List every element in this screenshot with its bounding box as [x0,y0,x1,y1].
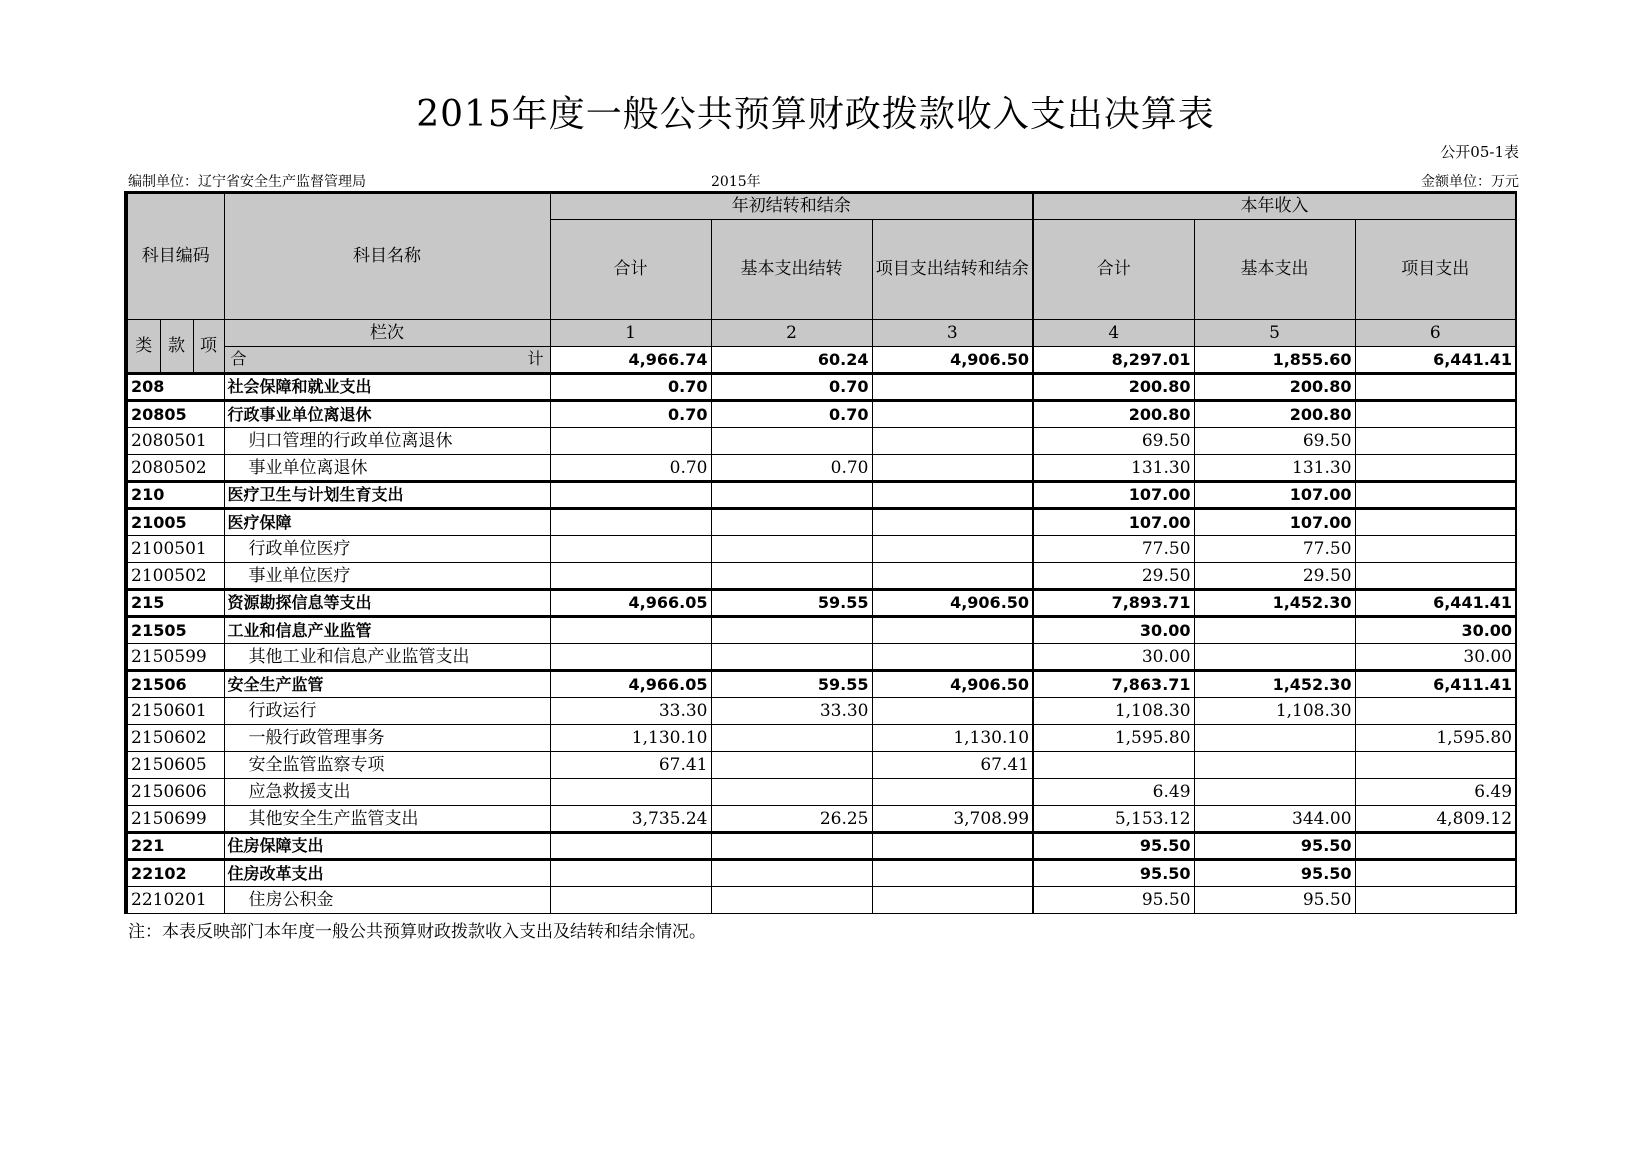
amount-cell: 95.50 [1033,860,1194,887]
table-row [126,590,1516,617]
header-col-total-b: 合计 [1033,220,1194,320]
amount-cell: 95.50 [1194,833,1355,860]
subject-code-cell: 2150699 [126,806,224,833]
amount-cell: 200.80 [1033,374,1194,401]
table-row [126,833,1516,860]
header-xiang: 项 [193,320,224,374]
amount-cell [550,536,711,563]
amount-cell [872,509,1033,536]
amount-cell: 5,153.12 [1033,806,1194,833]
subject-code-cell: 22102 [126,860,224,887]
amount-cell [872,698,1033,725]
amount-cell [1355,833,1516,860]
amount-cell [872,617,1033,644]
subject-code-cell: 2150605 [126,752,224,779]
amount-cell [550,509,711,536]
amount-cell: 4,966.05 [550,671,711,698]
amount-cell: 67.41 [550,752,711,779]
amount-cell: 30.00 [1355,617,1516,644]
amount-cell [872,482,1033,509]
amount-cell [711,536,872,563]
table-row [126,698,1516,725]
total-value: 6,441.41 [1355,347,1516,374]
amount-cell: 3,735.24 [550,806,711,833]
amount-cell: 107.00 [1033,509,1194,536]
amount-cell: 0.70 [711,455,872,482]
table-row [126,536,1516,563]
amount-cell [1194,725,1355,752]
amount-cell: 0.70 [550,455,711,482]
amount-cell: 1,108.30 [1033,698,1194,725]
amount-cell: 107.00 [1194,509,1355,536]
amount-cell: 1,452.30 [1194,671,1355,698]
table-row [126,725,1516,752]
subject-code-cell: 20805 [126,401,224,428]
amount-cell [1355,374,1516,401]
amount-cell [872,644,1033,671]
subject-name-cell: 工业和信息产业监管 [224,617,550,644]
subject-name-cell: 应急救援支出 [224,779,550,806]
table-row [126,401,1516,428]
amount-cell: 6,441.41 [1355,590,1516,617]
subject-name-cell: 社会保障和就业支出 [224,374,550,401]
total-label-right: 计 [527,349,544,368]
amount-cell: 131.30 [1194,455,1355,482]
amount-cell [1355,482,1516,509]
table-row [126,428,1516,455]
amount-cell [1033,752,1194,779]
amount-cell: 4,906.50 [872,671,1033,698]
header-group-income: 本年收入 [1033,193,1516,220]
amount-cell [711,563,872,590]
header-lanci: 栏次 [224,320,550,347]
amount-cell: 7,863.71 [1033,671,1194,698]
amount-cell [872,860,1033,887]
amount-cell: 7,893.71 [1033,590,1194,617]
amount-cell: 69.50 [1033,428,1194,455]
amount-cell: 1,130.10 [872,725,1033,752]
amount-cell: 77.50 [1033,536,1194,563]
amount-cell [1355,752,1516,779]
amount-cell [1355,428,1516,455]
amount-cell [550,779,711,806]
header-group-carryover: 年初结转和结余 [550,193,1033,220]
amount-cell [872,779,1033,806]
amount-cell: 59.55 [711,671,872,698]
amount-cell [1355,860,1516,887]
amount-cell [1355,887,1516,914]
amount-cell [1355,698,1516,725]
amount-cell [872,563,1033,590]
amount-cell [711,860,872,887]
amount-cell: 33.30 [550,698,711,725]
subject-code-cell: 215 [126,590,224,617]
amount-cell: 95.50 [1194,887,1355,914]
header-idx-1: 1 [550,320,711,347]
amount-cell: 0.70 [550,401,711,428]
subject-code-cell: 2100501 [126,536,224,563]
amount-cell [872,887,1033,914]
amount-cell [872,536,1033,563]
header-col-basic-carry: 基本支出结转 [711,220,872,320]
subject-code-cell: 2150602 [126,725,224,752]
subject-code-cell: 2150601 [126,698,224,725]
table-row [126,617,1516,644]
subject-name-cell: 住房公积金 [224,887,550,914]
amount-cell [1355,401,1516,428]
subject-code-cell: 210 [126,482,224,509]
subject-name-cell: 行政单位医疗 [224,536,550,563]
amount-unit: 金额单位：万元 [1421,174,1519,190]
budget-table [124,191,1517,914]
amount-cell: 26.25 [711,806,872,833]
header-col-total-a: 合计 [550,220,711,320]
amount-cell [711,833,872,860]
amount-cell [711,725,872,752]
amount-cell [1194,644,1355,671]
amount-cell: 1,130.10 [550,725,711,752]
amount-cell [550,563,711,590]
total-value: 60.24 [711,347,872,374]
amount-cell [711,617,872,644]
amount-cell [872,428,1033,455]
header-idx-6: 6 [1355,320,1516,347]
amount-cell: 77.50 [1194,536,1355,563]
amount-cell: 107.00 [1033,482,1194,509]
amount-cell: 30.00 [1033,644,1194,671]
amount-cell [1194,752,1355,779]
table-row [126,671,1516,698]
subject-code-cell: 2080501 [126,428,224,455]
amount-cell: 200.80 [1194,374,1355,401]
amount-cell [1194,779,1355,806]
subject-code-cell: 208 [126,374,224,401]
header-lei: 类 [126,320,160,374]
header-col-basic-exp: 基本支出 [1194,220,1355,320]
amount-cell [550,860,711,887]
header-idx-5: 5 [1194,320,1355,347]
amount-cell: 0.70 [550,374,711,401]
subject-name-cell: 住房改革支出 [224,860,550,887]
table-row [126,482,1516,509]
subject-name-cell: 行政运行 [224,698,550,725]
amount-cell [550,617,711,644]
table-row [126,374,1516,401]
amount-cell: 30.00 [1033,617,1194,644]
subject-name-cell: 其他工业和信息产业监管支出 [224,644,550,671]
amount-cell: 6.49 [1033,779,1194,806]
header-idx-2: 2 [711,320,872,347]
subject-name-cell: 医疗保障 [224,509,550,536]
amount-cell [550,482,711,509]
table-row [126,563,1516,590]
amount-cell: 69.50 [1194,428,1355,455]
amount-cell [1355,563,1516,590]
amount-cell [550,644,711,671]
table-row [126,455,1516,482]
subject-name-cell: 行政事业单位离退休 [224,401,550,428]
amount-cell [1194,617,1355,644]
subject-code-cell: 21505 [126,617,224,644]
header-subject-name: 科目名称 [224,193,550,320]
amount-cell: 107.00 [1194,482,1355,509]
table-row [126,752,1516,779]
header-col-project-exp: 项目支出 [1355,220,1516,320]
table-note: 注：本表反映部门本年度一般公共预算财政拨款收入支出及结转和结余情况。 [128,922,706,942]
amount-cell: 30.00 [1355,644,1516,671]
amount-cell [711,779,872,806]
header-idx-3: 3 [872,320,1033,347]
amount-cell: 1,108.30 [1194,698,1355,725]
header-col-project-carry: 项目支出结转和结余 [872,220,1033,320]
amount-cell: 95.50 [1033,887,1194,914]
amount-cell [711,509,872,536]
form-code: 公开05-1表 [1440,143,1519,161]
subject-name-cell: 医疗卫生与计划生育支出 [224,482,550,509]
amount-cell [711,752,872,779]
amount-cell: 0.70 [711,401,872,428]
subject-code-cell: 2100502 [126,563,224,590]
amount-cell: 1,452.30 [1194,590,1355,617]
amount-cell: 33.30 [711,698,872,725]
amount-cell: 1,595.80 [1033,725,1194,752]
report-year: 2015年 [711,174,761,190]
subject-name-cell: 事业单位医疗 [224,563,550,590]
table-row [126,860,1516,887]
subject-code-cell: 2210201 [126,887,224,914]
amount-cell: 200.80 [1194,401,1355,428]
table-row [126,644,1516,671]
total-label-left: 合 [230,349,247,368]
amount-cell: 29.50 [1194,563,1355,590]
subject-name-cell: 资源勘探信息等支出 [224,590,550,617]
subject-name-cell: 其他安全生产监管支出 [224,806,550,833]
total-value: 1,855.60 [1194,347,1355,374]
amount-cell: 4,966.05 [550,590,711,617]
amount-cell: 1,595.80 [1355,725,1516,752]
amount-cell: 95.50 [1194,860,1355,887]
amount-cell: 0.70 [711,374,872,401]
amount-cell [872,833,1033,860]
amount-cell: 67.41 [872,752,1033,779]
subject-code-cell: 21506 [126,671,224,698]
amount-cell [711,887,872,914]
header-kuan: 款 [160,320,193,374]
header-subject-code: 科目编码 [126,193,224,320]
table-row [126,806,1516,833]
amount-cell [550,833,711,860]
subject-name-cell: 一般行政管理事务 [224,725,550,752]
amount-cell [872,401,1033,428]
total-value: 8,297.01 [1033,347,1194,374]
subject-name-cell: 安全监管监察专项 [224,752,550,779]
amount-cell [550,428,711,455]
subject-code-cell: 221 [126,833,224,860]
total-value: 4,966.74 [550,347,711,374]
report-title: 2015年度一般公共预算财政拨款收入支出决算表 [416,94,1215,135]
amount-cell [1355,536,1516,563]
subject-code-cell: 2150599 [126,644,224,671]
amount-cell [1355,509,1516,536]
amount-cell: 59.55 [711,590,872,617]
amount-cell [872,455,1033,482]
total-label [224,347,550,374]
subject-name-cell: 安全生产监管 [224,671,550,698]
amount-cell: 200.80 [1033,401,1194,428]
subject-name-cell: 住房保障支出 [224,833,550,860]
amount-cell [711,482,872,509]
amount-cell [550,887,711,914]
amount-cell: 4,906.50 [872,590,1033,617]
header-idx-4: 4 [1033,320,1194,347]
subject-name-cell: 归口管理的行政单位离退休 [224,428,550,455]
amount-cell: 95.50 [1033,833,1194,860]
amount-cell: 344.00 [1194,806,1355,833]
table-row [126,509,1516,536]
amount-cell [872,374,1033,401]
amount-cell: 4,809.12 [1355,806,1516,833]
amount-cell [711,428,872,455]
table-row [126,887,1516,914]
subject-code-cell: 2150606 [126,779,224,806]
subject-code-cell: 21005 [126,509,224,536]
total-row [126,347,1516,374]
table-row [126,779,1516,806]
compiling-unit: 编制单位：辽宁省安全生产监督管理局 [128,174,366,190]
amount-cell [1355,455,1516,482]
amount-cell [711,644,872,671]
subject-name-cell: 事业单位离退休 [224,455,550,482]
amount-cell: 6,411.41 [1355,671,1516,698]
amount-cell: 6.49 [1355,779,1516,806]
subject-code-cell: 2080502 [126,455,224,482]
total-value: 4,906.50 [872,347,1033,374]
amount-cell: 131.30 [1033,455,1194,482]
amount-cell: 29.50 [1033,563,1194,590]
amount-cell: 3,708.99 [872,806,1033,833]
